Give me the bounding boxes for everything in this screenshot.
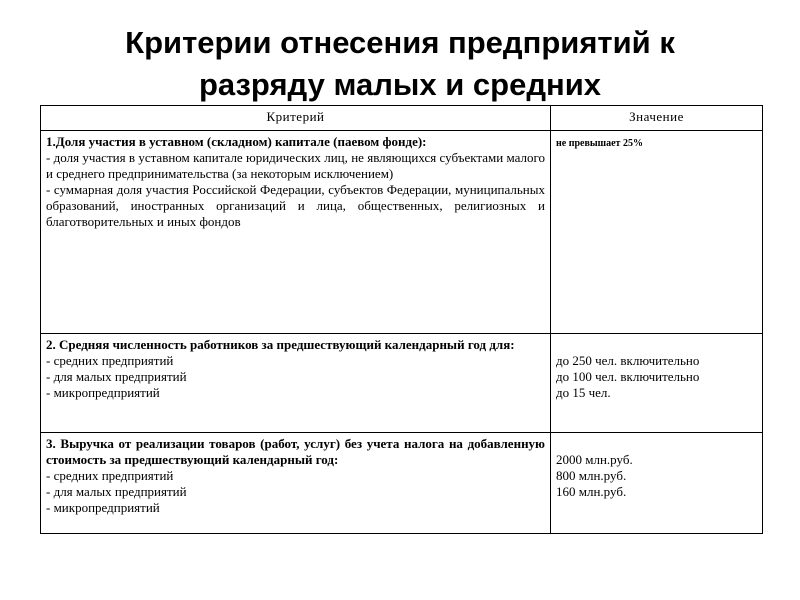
criterion-title: 3. Выручка от реализации товаров (работ, услуг) без учета налога на добавленную стоимость за предшествующий календарный год:: [46, 436, 545, 467]
criterion-line: - для малых предприятий: [46, 369, 187, 384]
table-row: [41, 334, 763, 433]
value-line: до 15 чел.: [556, 385, 611, 400]
value-cell: [551, 334, 763, 433]
header-value: Значение: [551, 106, 763, 131]
criterion-line: - доля участия в уставном капитале юридических лиц, не являющихся субъектами малого и среднего предпринимательства (за некоторым исключением): [46, 150, 545, 181]
value-line: до 250 чел. включительно: [556, 353, 700, 368]
slide-title-line-1: Критерии отнесения предприятий к: [125, 25, 675, 60]
criterion-title: 1.Доля участия в уставном (складном) капитале (паевом фонде):: [46, 134, 427, 149]
value-cell: [551, 433, 763, 534]
criterion-line: - суммарная доля участия Российской Федерации, субъектов Федерации, муниципальных образований, иностранных организаций и лица, общественных, религиозных и благотворительных и иных фондов: [46, 182, 545, 229]
criterion-cell: [41, 433, 551, 534]
criterion-title: 2. Средняя численность работников за предшествующий календарный год для:: [46, 337, 515, 352]
table-header-row: [41, 106, 763, 131]
value-line: 160 млн.руб.: [556, 484, 627, 499]
criterion-cell: [41, 131, 551, 334]
table-row: [41, 131, 763, 334]
value-line: не превышает 25%: [556, 138, 643, 149]
header-criterion: Критерий: [41, 106, 551, 131]
criterion-line: - средних предприятий: [46, 468, 174, 483]
criterion-cell: [41, 334, 551, 433]
criteria-table: [40, 105, 763, 534]
value-line: до 100 чел. включительно: [556, 369, 700, 384]
slide-title-line-2: разряду малых и средних: [198, 67, 602, 102]
value-line: 800 млн.руб.: [556, 468, 627, 483]
criterion-line: - микропредприятий: [46, 500, 160, 515]
value-line: 2000 млн.руб.: [556, 452, 633, 467]
slide-title: [0, 22, 800, 106]
criterion-line: - для малых предприятий: [46, 484, 187, 499]
criterion-line: - средних предприятий: [46, 353, 174, 368]
table-row: [41, 433, 763, 534]
value-cell: [551, 131, 763, 334]
criterion-line: - микропредприятий: [46, 385, 160, 400]
